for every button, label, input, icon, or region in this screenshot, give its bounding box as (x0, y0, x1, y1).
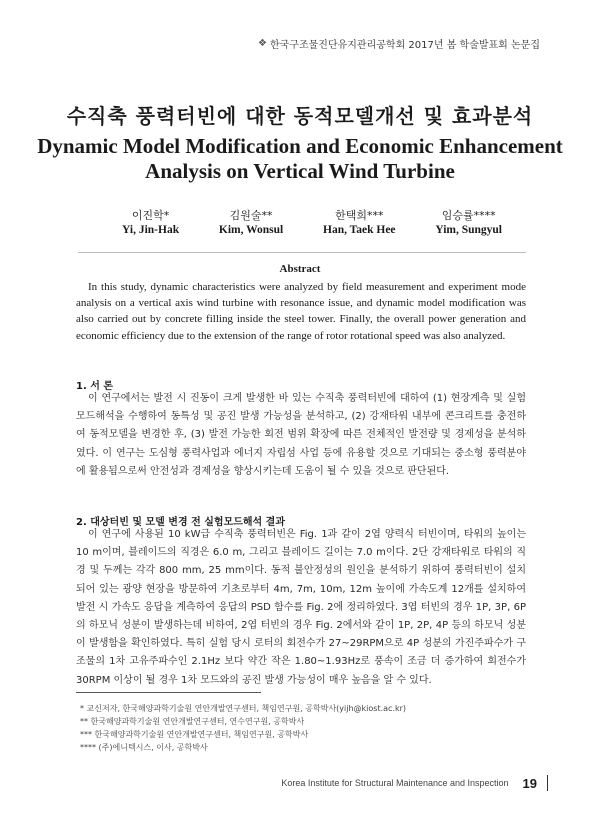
page-number: 19 (522, 775, 537, 791)
footnote: * 교신저자, 한국해양과학기술원 연안개발연구센터, 책임연구원, 공학박사(yijh@kiost.ac.kr) (80, 704, 407, 713)
footer-journal-name: Korea Institute for Structural Maintenance and Inspection (281, 778, 509, 788)
abstract-heading: Abstract (279, 263, 321, 275)
section-heading: 1. 서 론 (76, 381, 114, 392)
author-list (122, 208, 502, 238)
section-paragraph: 이 연구에서는 발전 시 진동이 크게 발생한 바 있는 수직축 풍력터빈에 대하여 (1) 현장계측 및 실험모드해석을 수행하여 동특성 및 공진 발생 가능성을 분석하고, (2) 강재타워 내부에 콘크리트를 충전하여 동적모델을 변경한 후, (3) 발전 가능한 회전 범위 확장에 따른 전체적인 발전량 및 경제성을 분석하였다. 이 연구는 도심형 풍력사업과 에너지 자립섬 사업 등에 유용할 것으로 기대되는 중소형 풍력분야에 활용됨으로써 안전성과 경제성을 향상시키는데 도움이 될 수 있을 것으로 판단된다. (76, 393, 526, 477)
author (323, 208, 396, 238)
abstract-body (76, 279, 526, 344)
author-name-english: Kim, Wonsul (218, 224, 284, 236)
section-paragraph: 이 연구에 사용된 10 kW급 수직축 풍력터빈은 Fig. 1과 같이 2엽 양력식 터빈이며, 타워의 높이는 10 m이며, 블레이드의 직경은 6.0 m, 그리고 블레이드 길이는 7.0 m이다. 2단 강재타워로 타워의 직경 및 두께는 각각 800 mm, 25 mm이다. 동적 불안정성의 원인을 분석하기 위하여 풍력터빈이 설치되어 있는 광양 현장을 방문하여 기초로부터 4m, 7m, 10m, 12m 높이에 가속도계 12개를 설치하여 발전 시 가속도 응답을 계측하여 응답의 PSD 함수를 Fig. 2에 정리하였다. 3엽 터빈의 경우 1P, 3P, 6P의 하모닉 성분이 발생하는데 비하여, 2엽 터빈의 경우 Fig. 2에서와 같이 1P, 2P, 4P 등의 하모닉 성분이 발생함을 확인하였다. 특히 실험 당시 로터의 회전수가 27~29RPM으로 4P 성분의 가진주파수가 구조물의 1차 고유주파수인 2.1Hz 보다 약간 작은 1.80~1.93Hz로 풍속이 조금 더 증가하여 회전수가 30RPM 이상이 될 경우 1차 모드와의 공진 발생 가능성이 매우 높음을 알 수 있다. (76, 529, 526, 686)
author-name-korean: 임승률**** (441, 209, 496, 222)
author (219, 208, 283, 238)
section-body (76, 390, 526, 481)
running-footer (281, 775, 548, 791)
footnotes (80, 702, 406, 754)
author-name-korean: 이진학* (131, 209, 170, 222)
footnote: ** 한국해양과학기술원 연안개발연구센터, 연수연구원, 공학박사 (80, 717, 305, 726)
footnote: *** 한국해양과학기술원 연안개발연구센터, 책임연구원, 공학박사 (80, 730, 309, 739)
english-title-line-2: Analysis on Vertical Wind Turbine (145, 159, 455, 183)
author (122, 208, 179, 238)
author-name-english: Yim, Sungyul (435, 224, 502, 236)
running-header-text: 한국구조물진단유지관리공학회 2017년 봄 학술발표회 논문집 (269, 40, 540, 51)
section-body (76, 526, 526, 690)
running-header (258, 36, 540, 51)
footnote-divider (76, 692, 261, 693)
english-title-line-1: Dynamic Model Modification and Economic Enhancement (37, 134, 563, 158)
author-name-korean: 한택희*** (335, 209, 384, 222)
english-title (0, 134, 600, 184)
abstract-text: In this study, dynamic characteristics were analyzed by field measurement and experiment mode analysis on a vertical axis wind turbine with resonance issue, and dynamic model modification was also carried out by concrete filling inside the steel tower. Finally, the overall power generation and economic efficiency due to the extension of the range of rotor rotational speed was also analyzed. (76, 281, 526, 342)
author-name-english: Yi, Jin-Hak (122, 224, 180, 236)
divider (78, 252, 526, 253)
author-name-english: Han, Taek Hee (323, 224, 396, 236)
footer-divider (547, 775, 548, 791)
bullet-icon: ❖ (258, 38, 267, 49)
korean-title: 수직축 풍력터빈에 대한 동적모델개선 및 효과분석 (66, 104, 534, 128)
author-name-korean: 김원술** (229, 209, 273, 222)
footnote: **** (주)에니텍시스, 이사, 공학박사 (80, 743, 208, 752)
author (435, 208, 502, 238)
section-heading: 2. 대상터빈 및 모델 변경 전 실험모드해석 결과 (76, 517, 286, 528)
